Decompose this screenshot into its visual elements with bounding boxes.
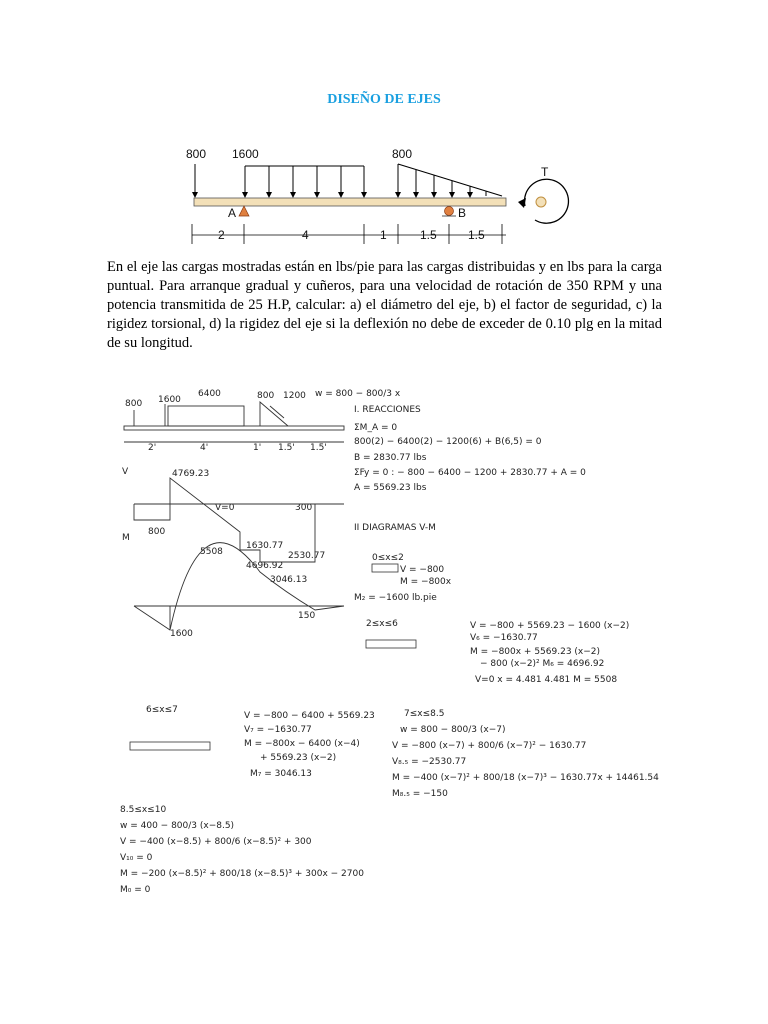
m-val-1: 4696.92 (246, 561, 284, 571)
case4-range: 7≤x≤8.5 (404, 709, 445, 719)
scan-load-3: 800 (257, 391, 275, 401)
m-axis-label: M (122, 533, 130, 543)
support-b-icon (445, 207, 454, 216)
w-equation: w = 800 − 800/3 x (315, 389, 401, 399)
scan-dim-0: 2' (148, 443, 157, 453)
dim-3: 1 (380, 228, 387, 242)
case3-eq-0: V = −800 − 6400 + 5569.23 (244, 711, 375, 721)
case5-eq-1: V = −400 (x−8.5) + 800/6 (x−8.5)² + 300 (120, 837, 312, 847)
handwritten-solution (110, 382, 675, 902)
case4-eq-1: V = −800 (x−7) + 800/6 (x−7)² − 1630.77 (392, 741, 587, 751)
reaction-eq-5: A = 5569.23 lbs (354, 483, 427, 493)
dim-2: 4 (302, 228, 309, 242)
case5-eq-4: M₀ = 0 (120, 885, 151, 895)
v-axis-label: V (122, 467, 129, 477)
case4-eq-4: M₈.₅ = −150 (392, 789, 448, 799)
shear-diagram (134, 478, 344, 562)
case1-eq-2: M₂ = −1600 lb.pie (354, 593, 437, 603)
case4-eq-0: w = 800 − 800/3 (x−7) (400, 725, 506, 735)
reaction-eq-2: 800(2) − 6400(2) − 1200(6) + B(6,5) = 0 (354, 437, 542, 447)
torque-arrow-icon (524, 179, 568, 223)
beam-figure (180, 140, 580, 250)
reaction-eq-4: ΣFy = 0 : − 800 − 6400 − 1200 + 2830.77 + A = 0 (354, 468, 586, 478)
dim-1: 2 (218, 228, 225, 242)
case4-eq-3: M = −400 (x−7)² + 800/18 (x−7)³ − 1630.77x + 14461.54 (392, 773, 659, 783)
section-diagramas: II DIAGRAMAS V-M (354, 523, 436, 533)
case4-eq-2: V₈.₅ = −2530.77 (392, 757, 467, 767)
v-val-0: 4769.23 (172, 469, 210, 479)
scan-dim-4: 1.5' (310, 443, 327, 453)
v-val-3: 1630.77 (246, 541, 284, 551)
case3-eq-1: V₇ = −1630.77 (244, 725, 312, 735)
scan-load-2: 6400 (198, 389, 221, 399)
scan-load-1: 1600 (158, 395, 181, 405)
case2-eq-2: M = −800x + 5569.23 (x−2) (470, 647, 601, 657)
m-val-0: 5508 (200, 547, 223, 557)
support-a-icon (239, 206, 249, 216)
v-val-5: 300 (295, 503, 313, 513)
problem-statement: En el eje las cargas mostradas están en lbs/pie para las cargas distribuidas y en lbs para la carga puntual. Para arranque gradual y cuñeros, para una velocidad de rotación de 350 RPM y una potencia transmitida de 25 H.P, calcular: a) el diámetro del eje, b) el factor de seguridad, c) la rigidez torsional, d) la rigidez del eje si la deflexión no debe de exceder de 0.10 plg en la mitad de su longitud. (107, 259, 662, 351)
scan-load-4: 1200 (283, 391, 306, 401)
page-title: DISEÑO DE EJES (327, 92, 441, 107)
case2-eq-3: − 800 (x−2)² M₆ = 4696.92 (480, 659, 605, 669)
scan-load-0: 800 (125, 399, 143, 409)
m-val-4: 150 (298, 611, 316, 621)
m-val-3: 1600 (170, 629, 193, 639)
torque-label: T (541, 165, 549, 179)
case3-range: 6≤x≤7 (146, 705, 178, 715)
load-800-tri-label: 800 (392, 147, 413, 161)
scan-dim-2: 1' (253, 443, 262, 453)
reaction-eq-3: B = 2830.77 lbs (354, 453, 427, 463)
case2-eq-4: V=0 x = 4.481 4.481 M = 5508 (475, 675, 618, 685)
m-val-2: 3046.13 (270, 575, 308, 585)
support-b-label: B (458, 206, 467, 220)
v-val-4: 2530.77 (288, 551, 326, 561)
v-val-1: 800 (148, 527, 166, 537)
case3-eq-4: M₇ = 3046.13 (250, 769, 312, 779)
uniform-load-arrows (242, 166, 367, 198)
case1-range: 0≤x≤2 (372, 553, 404, 563)
case2-range: 2≤x≤6 (366, 619, 398, 629)
case5-eq-0: w = 400 − 800/3 (x−8.5) (120, 821, 235, 831)
dim-5: 1.5 (468, 228, 485, 242)
support-a-label: A (228, 206, 237, 220)
case1-eq-0: V = −800 (400, 565, 445, 575)
reaction-eq-1: ΣM_A = 0 (354, 423, 398, 433)
case1-eq-1: M = −800x (400, 577, 452, 587)
scan-dim-1: 4' (200, 443, 209, 453)
v-val-2: V=0 (215, 503, 235, 513)
load-1600-label: 1600 (232, 147, 259, 161)
case2-eq-1: V₆ = −1630.77 (470, 633, 538, 643)
fbd-sketches (130, 564, 416, 750)
section-reacciones: I. REACCIONES (354, 405, 421, 415)
case3-eq-3: + 5569.23 (x−2) (260, 753, 337, 763)
case5-eq-3: M = −200 (x−8.5)² + 800/18 (x−8.5)³ + 300x − 2700 (120, 869, 364, 879)
dim-4: 1.5 (420, 228, 437, 242)
case5-range: 8.5≤x≤10 (120, 805, 167, 815)
case2-eq-0: V = −800 + 5569.23 − 1600 (x−2) (470, 621, 630, 631)
case3-eq-2: M = −800x − 6400 (x−4) (244, 739, 360, 749)
case5-eq-2: V₁₀ = 0 (120, 853, 153, 863)
load-800-label: 800 (186, 147, 207, 161)
scan-dim-3: 1.5' (278, 443, 295, 453)
